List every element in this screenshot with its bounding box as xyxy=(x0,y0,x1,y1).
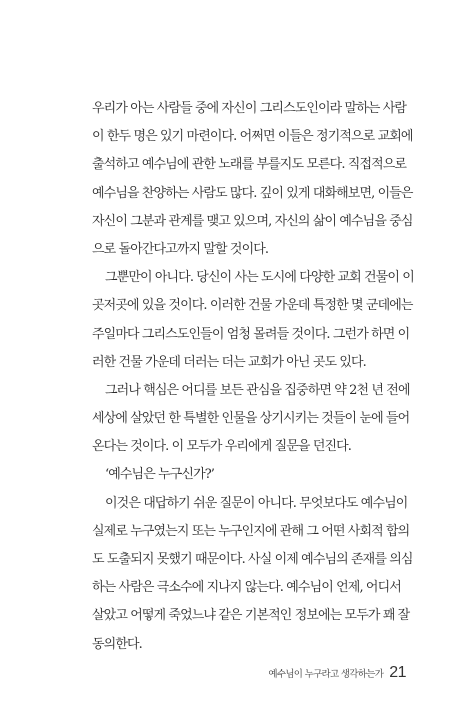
text-line: 출석하고 예수님에 관한 노래를 부를지도 모른다. 직접적으로 xyxy=(92,157,407,173)
text-line: 주일마다 그리스도인들이 엄청 몰려들 것이다. 그런가 하면 이 xyxy=(92,326,410,342)
body-text xyxy=(92,95,414,659)
text-line: 실제로 누구였는지 또는 누구인지에 관해 그 어떤 사회적 합의 xyxy=(92,523,410,539)
text-line: 러한 건물 가운데 더러는 더는 교회가 아닌 곳도 있다. xyxy=(92,354,366,370)
running-head: 예수님이 누구라고 생각하는가 xyxy=(268,669,384,680)
text-line: 곳저곳에 있을 것이다. 이러한 건물 가운데 특정한 몇 군데에는 xyxy=(92,298,413,314)
page-footer xyxy=(270,664,406,684)
text-line: 도 도출되지 못했기 때문이다. 사실 이제 예수님의 존재를 의심 xyxy=(92,552,413,567)
text-line: 이것은 대답하기 쉬운 질문이 아니다. 무엇보다도 예수님이 xyxy=(105,495,408,511)
text-line: 동의한다. xyxy=(92,636,142,652)
text-line: 예수님을 찬양하는 사람도 많다. 깊이 있게 대화해보면, 이들은 xyxy=(92,185,413,201)
text-line: 으로 돌아간다고까지 말할 것이다. xyxy=(92,241,269,257)
text-line: 자신이 그분과 관계를 맺고 있으며, 자신의 삶이 예수님을 중심 xyxy=(92,213,413,229)
text-line: 세상에 살았던 한 특별한 인물을 상기시키는 것들이 눈에 들어 xyxy=(92,411,410,427)
text-line: 우리가 아는 사람들 중에 자신이 그리스도인이라 말하는 사람 xyxy=(92,101,407,116)
page-number: 21 xyxy=(389,664,406,681)
text-line: 하는 사람은 극소수에 지나지 않는다. 예수님이 언제, 어디서 xyxy=(92,580,401,596)
text-line: 살았고 어떻게 죽었느냐 같은 기본적인 정보에는 모두가 꽤 잘 xyxy=(92,608,410,624)
text-line: 그러나 핵심은 어디를 보든 관심을 집중하면 약 2천 년 전에 xyxy=(105,382,410,398)
text-line: 그뿐만이 아니다. 당신이 사는 도시에 다양한 교회 건물이 이 xyxy=(105,270,414,286)
text-line: 온다는 것이다. 이 모두가 우리에게 질문을 던진다. xyxy=(92,439,352,455)
quoted-question: ‘예수님은 누구신가?’ xyxy=(105,467,215,483)
text-line: 이 한두 명은 있기 마련이다. 어쩌면 이들은 정기적으로 교회에 xyxy=(92,129,413,145)
